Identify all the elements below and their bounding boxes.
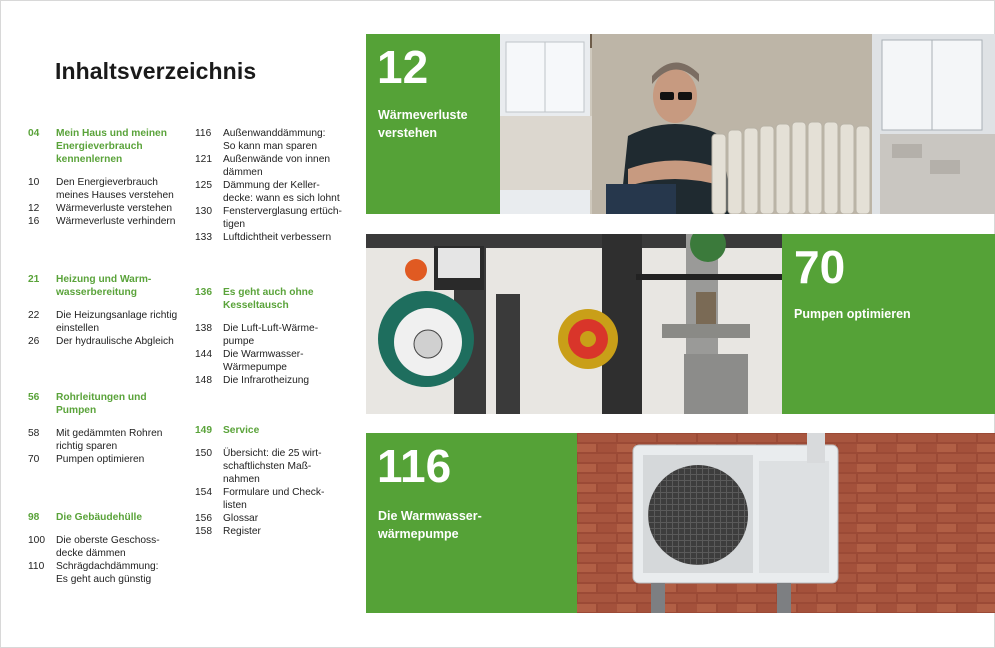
entry-title-line: Glossar	[223, 513, 259, 524]
entry-page-number: 16	[28, 216, 40, 227]
entry-title	[223, 374, 365, 387]
entry-title-line: einstellen	[56, 323, 100, 334]
toc-entry[interactable]	[195, 179, 365, 205]
entry-title-line: So kann man sparen	[223, 141, 318, 152]
section-title	[56, 273, 198, 299]
chapter-label-line: Wärmeverluste	[378, 108, 468, 122]
chapter-label	[378, 106, 468, 142]
section-heading	[28, 273, 198, 299]
entry-title	[56, 534, 198, 560]
entry-title-line: Die Infrarotheizung	[223, 375, 310, 386]
entry-title	[223, 348, 365, 374]
section-title	[56, 511, 198, 524]
photo-heat-pump	[577, 433, 995, 613]
section-title-line: Heizung und Warm-	[56, 274, 152, 285]
chapter-panel-12[interactable]	[366, 34, 500, 214]
section-heading	[195, 424, 365, 437]
toc-entry[interactable]	[28, 534, 198, 560]
section-title	[223, 286, 365, 312]
entry-page-number: 100	[28, 535, 45, 546]
section-heading	[28, 391, 198, 417]
entry-page-number: 26	[28, 336, 40, 347]
entry-title-line: Der hydraulische Abgleich	[56, 336, 174, 347]
entry-title-line: richtig sparen	[56, 441, 118, 452]
entry-title	[223, 512, 365, 525]
entry-title	[56, 560, 198, 586]
chapter-number: 116	[377, 440, 452, 492]
toc-section[interactable]	[28, 391, 198, 466]
entry-title-line: Fensterverglasung ertüch-	[223, 206, 342, 217]
section-heading	[28, 127, 198, 166]
entry-title-line: dämmen	[223, 167, 263, 178]
entry-title	[223, 447, 365, 486]
section-heading	[195, 286, 365, 312]
entry-title-line: listen	[223, 500, 247, 511]
entry-title-line: pumpe	[223, 336, 255, 347]
entry-title	[223, 525, 365, 538]
toc-entry[interactable]	[195, 153, 365, 179]
entry-page-number: 125	[195, 180, 212, 191]
section-title-line: Kesseltausch	[223, 300, 289, 311]
toc-entry[interactable]	[195, 348, 365, 374]
page-title: Inhaltsverzeichnis	[55, 58, 257, 84]
toc-entry[interactable]	[195, 525, 365, 538]
entry-page-number: 138	[195, 323, 212, 334]
chapter-panel-70[interactable]	[782, 234, 995, 414]
section-page-number: 21	[28, 274, 40, 285]
entry-page-number: 10	[28, 177, 40, 188]
entry-title-line: Luftdichtheit verbessern	[223, 232, 332, 243]
entry-page-number: 12	[28, 203, 40, 214]
photo-pumps	[366, 234, 782, 414]
entry-title-line: Die Heizungsanlage richtig	[56, 310, 178, 321]
entry-list	[28, 534, 198, 586]
entry-title-line: Außenwanddämmung:	[223, 128, 326, 139]
section-page-number: 04	[28, 128, 40, 139]
entry-page-number: 133	[195, 232, 212, 243]
chapter-label-line: verstehen	[378, 126, 438, 140]
entry-title	[223, 486, 365, 512]
entry-title	[56, 335, 198, 348]
toc-section[interactable]	[195, 127, 365, 244]
entry-title-line: Die Warmwasser-	[223, 349, 304, 360]
toc-entry[interactable]	[195, 447, 365, 486]
toc-entry[interactable]	[195, 322, 365, 348]
section-title-line: Energieverbrauch	[56, 141, 143, 152]
photo-man-radiator	[500, 34, 995, 214]
section-title-line: Es geht auch ohne	[223, 287, 314, 298]
section-title	[223, 424, 365, 437]
entry-page-number: 70	[28, 454, 40, 465]
section-heading	[28, 511, 198, 524]
entry-title-line: Außenwände von innen	[223, 154, 331, 165]
entry-title-line: Den Energieverbrauch	[56, 177, 158, 188]
section-title-line: Mein Haus und meinen	[56, 128, 167, 139]
entry-page-number: 158	[195, 526, 212, 537]
toc-entry[interactable]	[195, 486, 365, 512]
toc-entry[interactable]	[28, 309, 198, 335]
entry-title-line: Die Luft-Luft-Wärme-	[223, 323, 319, 334]
entry-page-number: 144	[195, 349, 212, 360]
entry-title	[56, 309, 198, 335]
entry-title-line: Es geht auch günstig	[56, 574, 152, 585]
entry-list	[195, 322, 365, 387]
entry-title-line: Wärmepumpe	[223, 362, 287, 373]
toc-entry[interactable]	[28, 215, 198, 228]
chapter-label-line: wärmepumpe	[378, 527, 459, 541]
entry-title-line: nahmen	[223, 474, 260, 485]
entry-title-line: schaftlichsten Maß-	[223, 461, 312, 472]
entry-title	[223, 127, 365, 153]
entry-title	[56, 453, 198, 466]
toc-entry[interactable]	[28, 453, 198, 466]
entry-title-line: Pumpen optimieren	[56, 454, 145, 465]
toc-entry[interactable]	[195, 512, 365, 525]
entry-title	[223, 179, 365, 205]
entry-title-line: decke dämmen	[56, 548, 126, 559]
entry-page-number: 22	[28, 310, 40, 321]
toc-section[interactable]	[195, 286, 365, 387]
entry-list	[195, 447, 365, 538]
chapter-label-line: Die Warmwasser-	[378, 509, 482, 523]
entry-title-line: Schrägdachdämmung:	[56, 561, 159, 572]
chapter-label	[378, 507, 482, 543]
section-title-line: Rohrleitungen und	[56, 392, 147, 403]
entry-title-line: tigen	[223, 219, 246, 230]
entry-title	[223, 231, 365, 244]
entry-title-line: Wärmeverluste verhindern	[56, 216, 176, 227]
toc-entry[interactable]	[28, 202, 198, 215]
toc-section[interactable]	[28, 127, 198, 228]
entry-list	[28, 309, 198, 348]
toc-entry[interactable]	[28, 176, 198, 202]
chapter-label-line: Pumpen optimieren	[794, 307, 911, 321]
entry-page-number: 58	[28, 428, 40, 439]
section-title-line: Pumpen	[56, 405, 97, 416]
entry-title	[56, 427, 198, 453]
entry-page-number: 148	[195, 375, 212, 386]
toc-entry[interactable]	[28, 427, 198, 453]
section-page-number: 149	[195, 425, 212, 436]
toc-entry[interactable]	[195, 205, 365, 231]
section-page-number: 136	[195, 287, 212, 298]
entry-title-line: Dämmung der Keller-	[223, 180, 320, 191]
section-title-line: kennenlernen	[56, 154, 123, 165]
chapter-number: 12	[377, 41, 429, 93]
entry-list	[28, 427, 198, 466]
entry-title	[56, 202, 198, 215]
toc-entry[interactable]	[195, 374, 365, 387]
toc-entry[interactable]	[195, 231, 365, 244]
section-title-line: Service	[223, 425, 260, 436]
entry-title-line: Formulare und Check-	[223, 487, 325, 498]
entry-title-line: Register	[223, 526, 261, 537]
entry-page-number: 154	[195, 487, 212, 498]
entry-page-number: 121	[195, 154, 212, 165]
entry-list	[195, 127, 365, 244]
entry-page-number: 130	[195, 206, 212, 217]
entry-title	[56, 176, 198, 202]
toc-section[interactable]	[28, 511, 198, 586]
section-page-number: 98	[28, 512, 40, 523]
entry-title-line: Wärmeverluste verstehen	[56, 203, 173, 214]
toc-section[interactable]	[195, 424, 365, 538]
entry-title-line: Übersicht: die 25 wirt-	[223, 448, 322, 459]
entry-title	[56, 215, 198, 228]
entry-title-line: meines Hauses verstehen	[56, 190, 174, 201]
entry-title-line: Die oberste Geschoss-	[56, 535, 160, 546]
toc-entry[interactable]	[195, 127, 365, 153]
entry-title	[223, 153, 365, 179]
entry-page-number: 150	[195, 448, 212, 459]
entry-title	[223, 322, 365, 348]
chapter-label	[794, 305, 911, 323]
entry-title-line: decke: wann es sich lohnt	[223, 193, 340, 204]
section-title	[56, 391, 198, 417]
entry-list	[28, 176, 198, 228]
section-title-line: wasserbereitung	[56, 287, 137, 298]
entry-title	[223, 205, 365, 231]
entry-title-line: Mit gedämmten Rohren	[56, 428, 163, 439]
entry-page-number: 116	[195, 128, 212, 139]
section-title-line: Die Gebäudehülle	[56, 512, 143, 523]
toc-entry[interactable]	[28, 335, 198, 348]
chapter-number: 70	[794, 241, 846, 293]
toc-entry[interactable]	[28, 560, 198, 586]
toc-section[interactable]	[28, 273, 198, 348]
chapter-panel-116[interactable]	[366, 433, 577, 613]
entry-page-number: 156	[195, 513, 212, 524]
section-page-number: 56	[28, 392, 40, 403]
section-title	[56, 127, 198, 166]
entry-page-number: 110	[28, 561, 45, 572]
